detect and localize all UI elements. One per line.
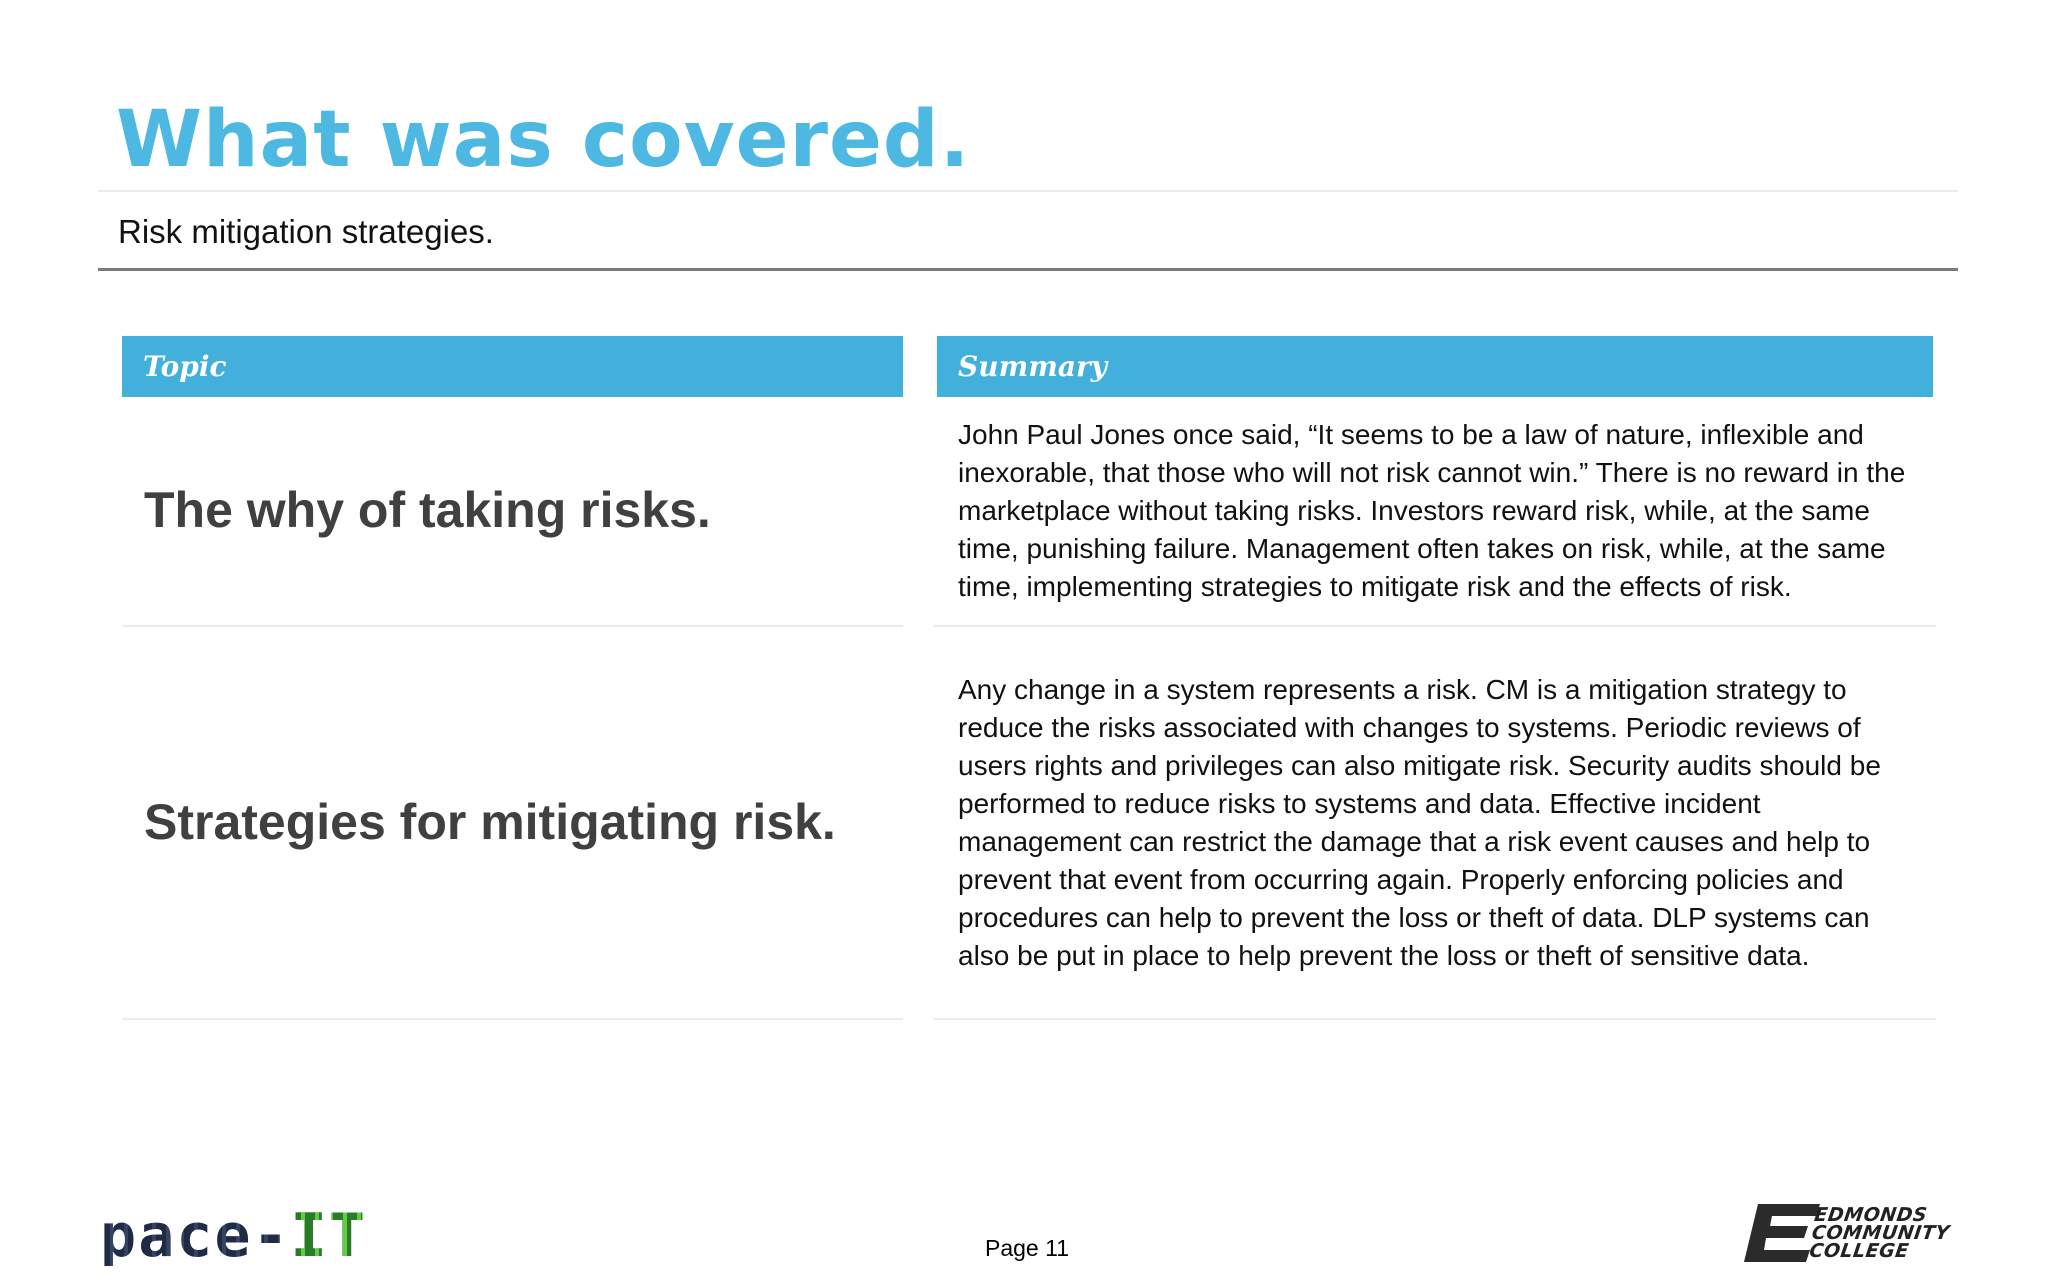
summary-row-1: John Paul Jones once said, “It seems to be a law of nature, inflexible and inexorable, that those who will not risk cannot win.” There is no reward in the marketplace without taking risks. Investors reward risk, while, at the same time, punishing failure. Management often takes on risk, while, at the same time, implementing strategies to mitigate risk and the effects of risk. [958,419,1906,602]
pace-logo-part: pace- [100,1201,291,1271]
college-wordmark-line3: COLLEGE [1807,1240,1911,1262]
summary-row-2: Any change in a system represents a risk. CM is a mitigation strategy to reduce the risks associated with changes to systems. Periodic reviews of users rights and privileges can also mitigate risk. Security audits should be performed to reduce risks to systems and data. Effective incident management can restrict the damage that a risk event causes and help to prevent that event from occurring again. Properly enforcing policies and procedures can help to prevent the loss or theft of data. DLP systems can also be put in place to help prevent the loss or theft of sensitive data. [958,674,1881,971]
page-number: Page 11 [985,1235,1069,1261]
edmonds-college-logo [1744,1204,1954,1262]
row-divider-topic-1 [122,625,903,627]
slide-subtitle: Risk mitigation strategies. [118,213,494,250]
slide-title: What was covered. [116,92,970,188]
it-logo-part: IT [290,1201,367,1271]
topic-column-header: Topic [122,336,903,397]
subtitle-divider [98,268,1958,271]
row-divider-summary-2 [934,1018,1936,1020]
college-wordmark-line1: EDMONDS [1812,1204,1929,1226]
row-divider-summary-1 [934,625,1936,627]
college-wordmark [1808,1206,1953,1260]
college-wordmark-line2: COMMUNITY [1810,1222,1952,1244]
title-divider [98,190,1958,192]
pace-it-logo [100,1201,367,1271]
topic-row-2: Strategies for mitigating risk. [144,794,836,850]
row-divider-topic-2 [122,1018,903,1020]
summary-column-header: Summary [937,336,1933,397]
topic-row-1: The why of taking risks. [144,482,711,538]
